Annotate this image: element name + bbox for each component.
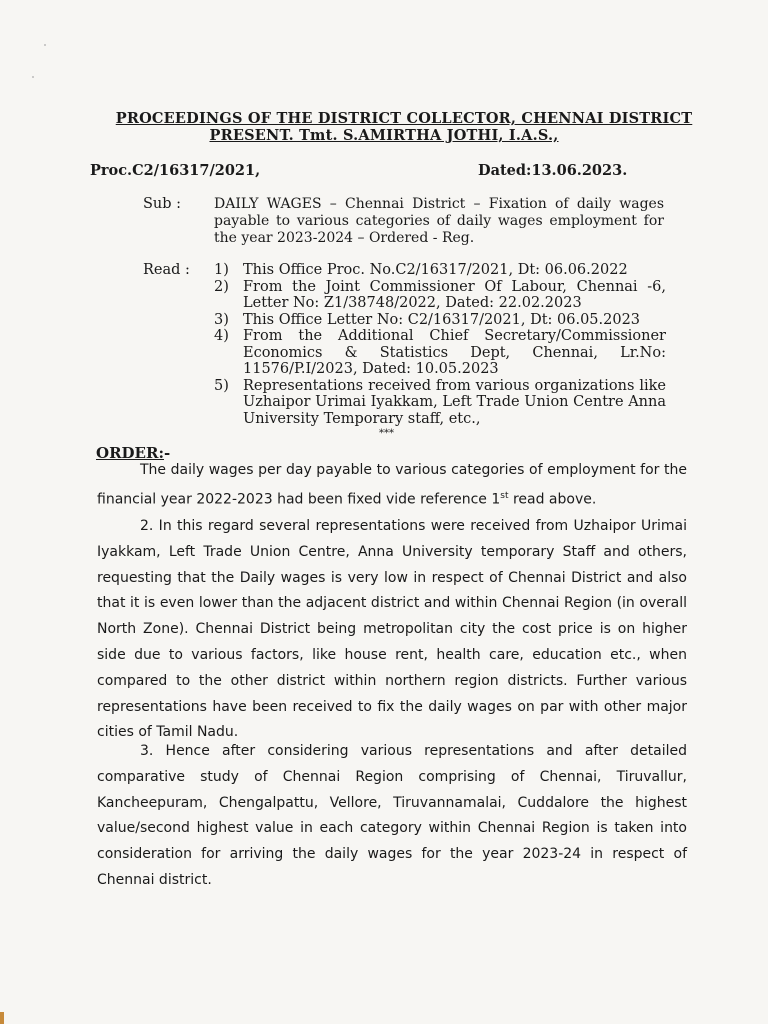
superscript: st [500, 490, 509, 501]
reference-item [214, 328, 666, 378]
paragraph-text: read above. [508, 491, 597, 508]
reference-number: 5) [214, 377, 229, 394]
subject-text: DAILY WAGES – Chennai District – Fixation of daily wages payable to various categories of daily wages employment for the year 2023-2024 – Ordered - Reg. [214, 196, 664, 246]
reference-item [214, 279, 666, 312]
reference-item [214, 378, 666, 428]
reference-item [214, 262, 666, 279]
reference-text: This Office Letter No: C2/16317/2021, Dt: 06.05.2023 [243, 311, 641, 328]
read-label: Read : [143, 262, 190, 278]
edge-mark [0, 1012, 4, 1024]
reference-list [214, 262, 666, 427]
order-paragraph-1 [97, 458, 687, 513]
order-paragraph-3: 3. Hence after considering various representations and after detailed comparative study of Chennai Region comprising of Chennai, Tiruvallur, Kancheepuram, Chengalpattu, Vellore, Tiruvannamalai, Cuddalore the highest value/second highest value in each category within Chennai Region is taken into consideration for arriving the daily wages for the year 2023-24 in respect of Chennai district. [97, 743, 687, 888]
order-paragraph-2: 2. In this regard several representations were received from Uzhaipor Urimai Iyakkam, Left Trade Union Centre, Anna University temporary Staff and others, requesting that the Daily wages is very low in respect of Chennai District and also that it is even lower than the adjacent district and within Chennai Region (in overall North Zone). Chennai District being metropolitan city the cost price is on higher side due to various factors, like house rent, health care, education etc., when compared to the other district within northern region districts. Further various representations have been received to fix the daily wages on par with other major cities of Tamil Nadu. [97, 518, 687, 741]
scan-speck [44, 44, 46, 46]
reference-text: From the Additional Chief Secretary/Commissioner Economics & Statistics Dept, Chennai, Lr.No: 11576/P.I/2023, Dated: 10.05.2023 [243, 328, 666, 377]
reference-number: 2) [214, 278, 229, 295]
order-heading-text: ORDER: [96, 444, 164, 462]
reference-number: 1) [214, 262, 229, 278]
reference-text: This Office Proc. No.C2/16317/2021, Dt: 06.06.2022 [243, 262, 628, 278]
order-heading-suffix: - [163, 444, 171, 462]
paragraph-text: The daily wages per day payable to various categories of employment for the financial year 2022-2023 had been fixed vide reference 1 [97, 462, 687, 508]
reference-text: From the Joint Commissioner Of Labour, Chennai -6, Letter No: Z1/38748/2022, Dated: 22.02.2023 [243, 278, 666, 311]
section-separator: *** [379, 428, 394, 439]
reference-number: 3) [214, 311, 229, 328]
proceeding-number: Proc.C2/16317/2021, [90, 162, 261, 179]
document-title: PROCEEDINGS OF THE DISTRICT COLLECTOR, CHENNAI DISTRICT [115, 110, 693, 127]
date: Dated:13.06.2023. [478, 162, 628, 179]
reference-number: 4) [214, 328, 229, 344]
present-line: PRESENT. Tmt. S.AMIRTHA JOTHI, I.A.S., [209, 127, 559, 144]
reference-item [214, 312, 666, 329]
reference-text: Representations received from various organizations like Uzhaipor Urimai Iyakkam, Left Trade Union Centre Anna University Temporary staff, etc., [243, 377, 666, 427]
scan-speck [32, 76, 34, 78]
subject-label: Sub : [143, 196, 182, 212]
